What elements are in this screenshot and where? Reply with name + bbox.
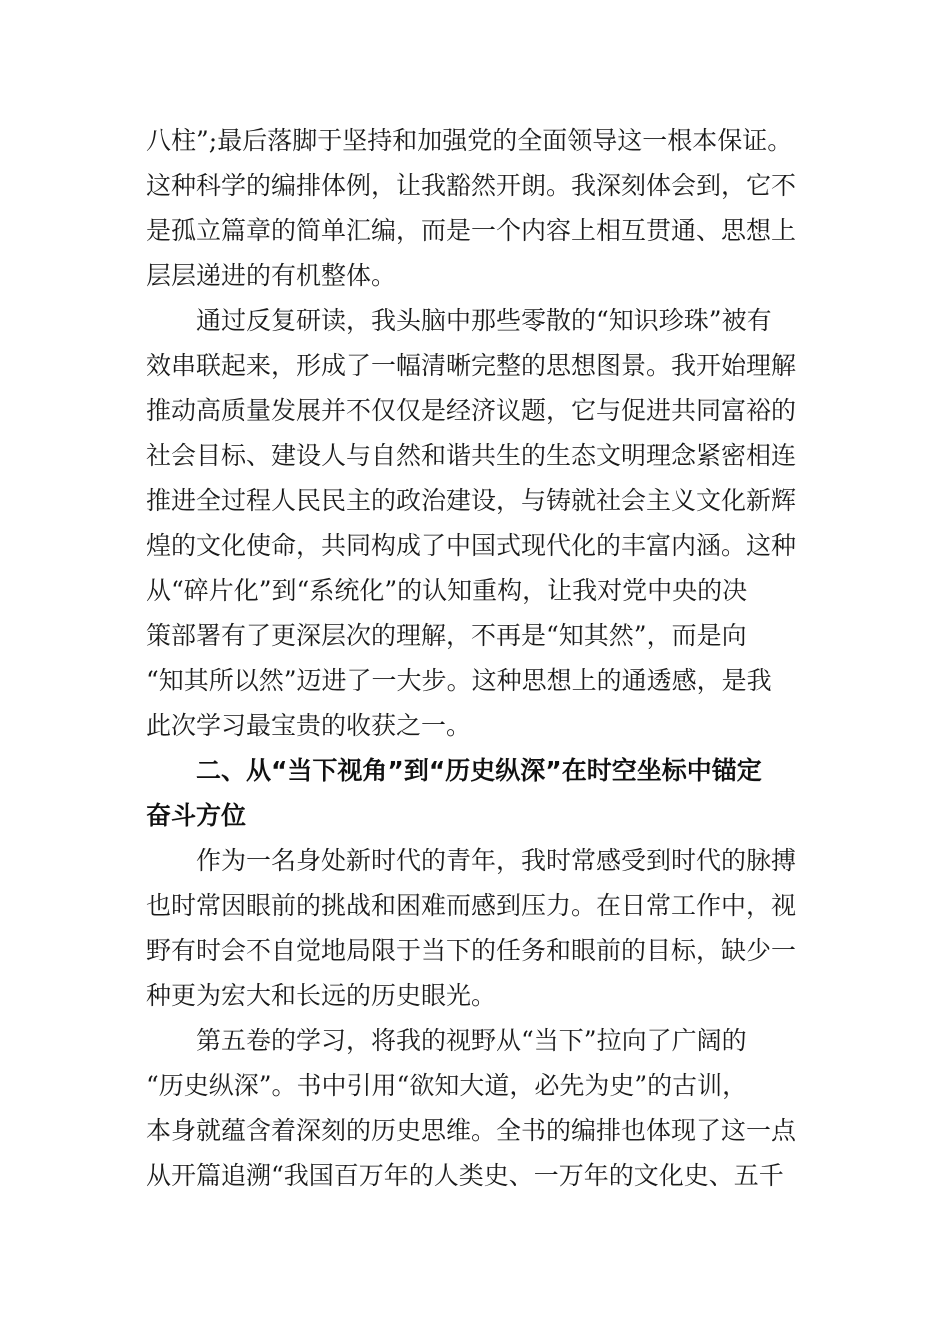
text-line: 野有时会不自觉地局限于当下的任务和眼前的目标，缺少一 — [146, 936, 797, 965]
text-line: “历史纵深”。书中引用“欲知大道，必先为史”的古训， — [146, 1071, 748, 1100]
text-line: 从开篇追溯“我国百万年的人类史、一万年的文化史、五千 — [146, 1161, 784, 1190]
text-line: 从“碎片化”到“系统化”的认知重构，让我对党中央的决 — [146, 576, 748, 605]
text-line: 效串联起来，形成了一幅清晰完整的思想图景。我开始理解 — [146, 351, 797, 380]
text-line: 推进全过程人民民主的政治建设，与铸就社会主义文化新辉 — [146, 486, 797, 515]
text-line: 本身就蕴含着深刻的历史思维。全书的编排也体现了这一点 — [146, 1116, 797, 1145]
section-heading: 二、从“当下视角”到“历史纵深”在时空坐标中锚定 — [196, 756, 762, 785]
text-line: 社会目标、建设人与自然和谐共生的生态文明理念紧密相连 — [146, 441, 797, 470]
text-line: 策部署有了更深层次的理解，不再是“知其然”，而是向 — [146, 621, 747, 650]
text-line: 层层递进的有机整体。 — [146, 261, 397, 290]
text-line: 种更为宏大和长远的历史眼光。 — [146, 981, 497, 1010]
text-line: 推动高质量发展并不仅仅是经济议题，它与促进共同富裕的 — [146, 396, 797, 425]
text-line: “知其所以然”迈进了一大步。这种思想上的通透感，是我 — [146, 666, 772, 695]
text-line: 也时常因眼前的挑战和困难而感到压力。在日常工作中，视 — [146, 891, 797, 920]
text-line: 八柱”;最后落脚于坚持和加强党的全面领导这一根本保证。 — [146, 126, 793, 155]
text-line: 此次学习最宝贵的收获之一。 — [146, 711, 472, 740]
text-line: 煌的文化使命，共同构成了中国式现代化的丰富内涵。这种 — [146, 531, 797, 560]
section-heading-continued: 奋斗方位 — [146, 801, 247, 830]
paragraph-first-line: 作为一名身处新时代的青年，我时常感受到时代的脉搏 — [196, 846, 797, 875]
paragraph-first-line: 第五卷的学习，将我的视野从“当下”拉向了广阔的 — [196, 1026, 747, 1055]
text-line: 这种科学的编排体例，让我豁然开朗。我深刻体会到，它不 — [146, 171, 797, 200]
text-line: 是孤立篇章的简单汇编，而是一个内容上相互贯通、思想上 — [146, 216, 797, 245]
paragraph-first-line: 通过反复研读，我头脑中那些零散的“知识珍珠”被有 — [196, 306, 772, 335]
